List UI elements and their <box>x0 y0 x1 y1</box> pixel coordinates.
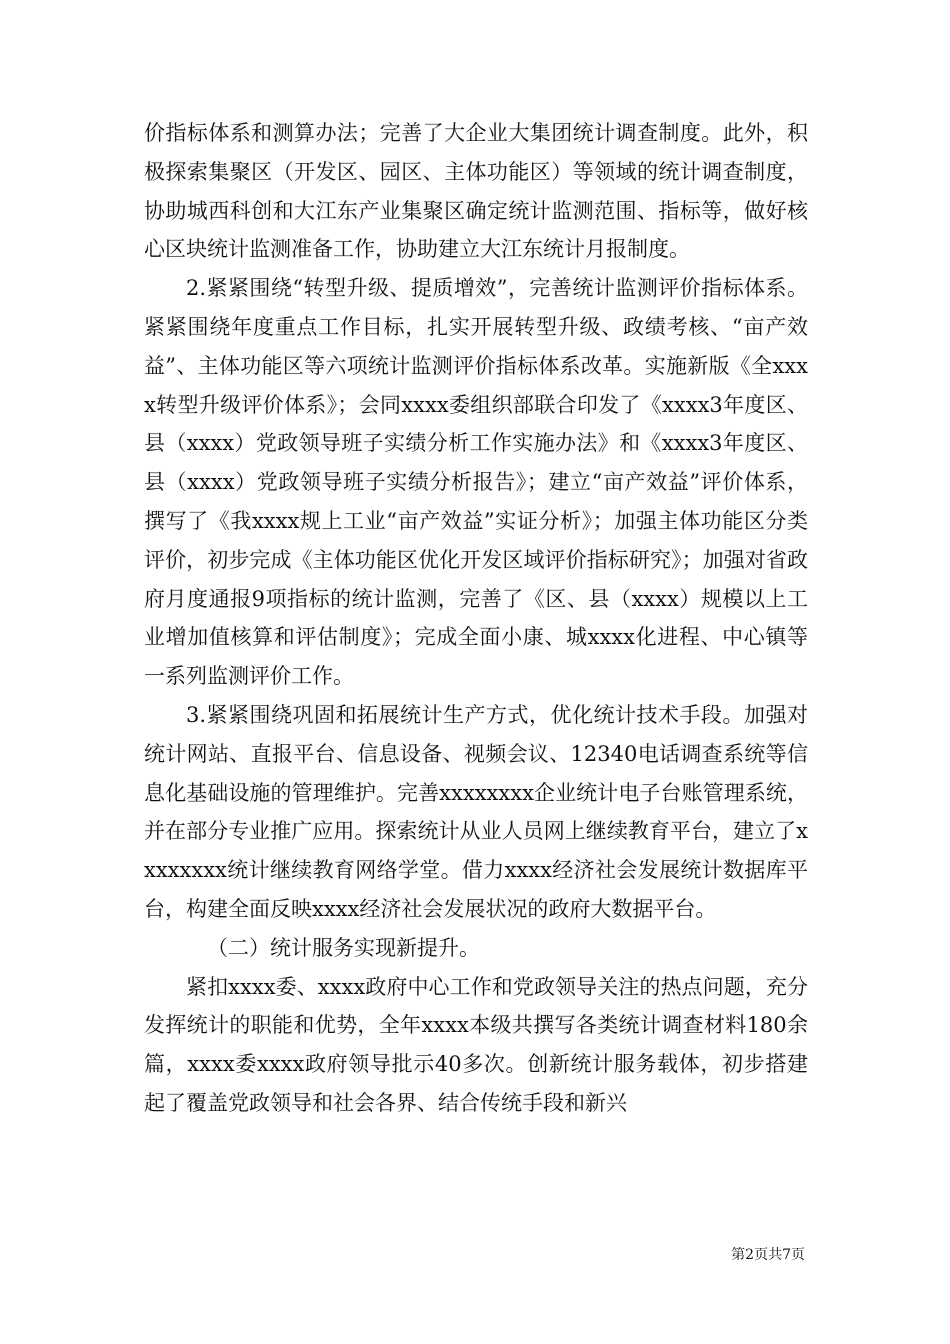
paragraph-item-3: 3.紧紧围绕巩固和拓展统计生产方式，优化统计技术手段。加强对统计网站、直报平台、信息设备、视频会议、12340电话调查系统等信息化基础设施的管理维护。完善xxxxxxxx企业统计电子台账管理系统，并在部分专业推广应用。探索统计从业人员网上继续教育平台，建立了xxxxxxxx统计继续教育网络学堂。借力xxxx经济社会发展统计数据库平台，构建全面反映xxxx经济社会发展状况的政府大数据平台。 <box>144 702 808 921</box>
paragraph-service: 紧扣xxxx委、xxxx政府中心工作和党政领导关注的热点问题，充分发挥统计的职能和优势，全年xxxx本级共撰写各类统计调查材料180余篇，xxxx委xxxx政府领导批示40多次。创新统计服务载体，初步搭建起了覆盖党政领导和社会各界、结合传统手段和新兴 <box>144 974 808 1115</box>
page-number: 第2页共7页 <box>731 1247 805 1263</box>
section-heading: （二）统计服务实现新提升。 <box>207 935 480 960</box>
document-body <box>144 114 808 1123</box>
paragraph-continued: 价指标体系和测算办法；完善了大企业大集团统计调查制度。此外，积极探索集聚区（开发区、园区、主体功能区）等领域的统计调查制度，协助城西科创和大江东产业集聚区确定统计监测范围、指标等，做好核心区块统计监测准备工作，协助建立大江东统计月报制度。 <box>144 121 808 262</box>
paragraph-item-2: 2.紧紧围绕“转型升级、提质增效”，完善统计监测评价指标体系。紧紧围绕年度重点工作目标，扎实开展转型升级、政绩考核、“亩产效益”、主体功能区等六项统计监测评价指标体系改革。实施新版《全xxxx转型升级评价体系》；会同xxxx委组织部联合印发了《xxxx3年度区、县（xxxx）党政领导班子实绩分析工作实施办法》和《xxxx3年度区、县（xxxx）党政领导班子实绩分析报告》；建立“亩产效益”评价体系，撰写了《我xxxx规上工业“亩产效益”实证分析》；加强主体功能区分类评价，初步完成《主体功能区优化开发区域评价指标研究》；加强对省政府月度通报9项指标的统计监测，完善了《区、县（xxxx）规模以上工业增加值核算和评估制度》；完成全面小康、城xxxx化进程、中心镇等一系列监测评价工作。 <box>144 276 808 689</box>
